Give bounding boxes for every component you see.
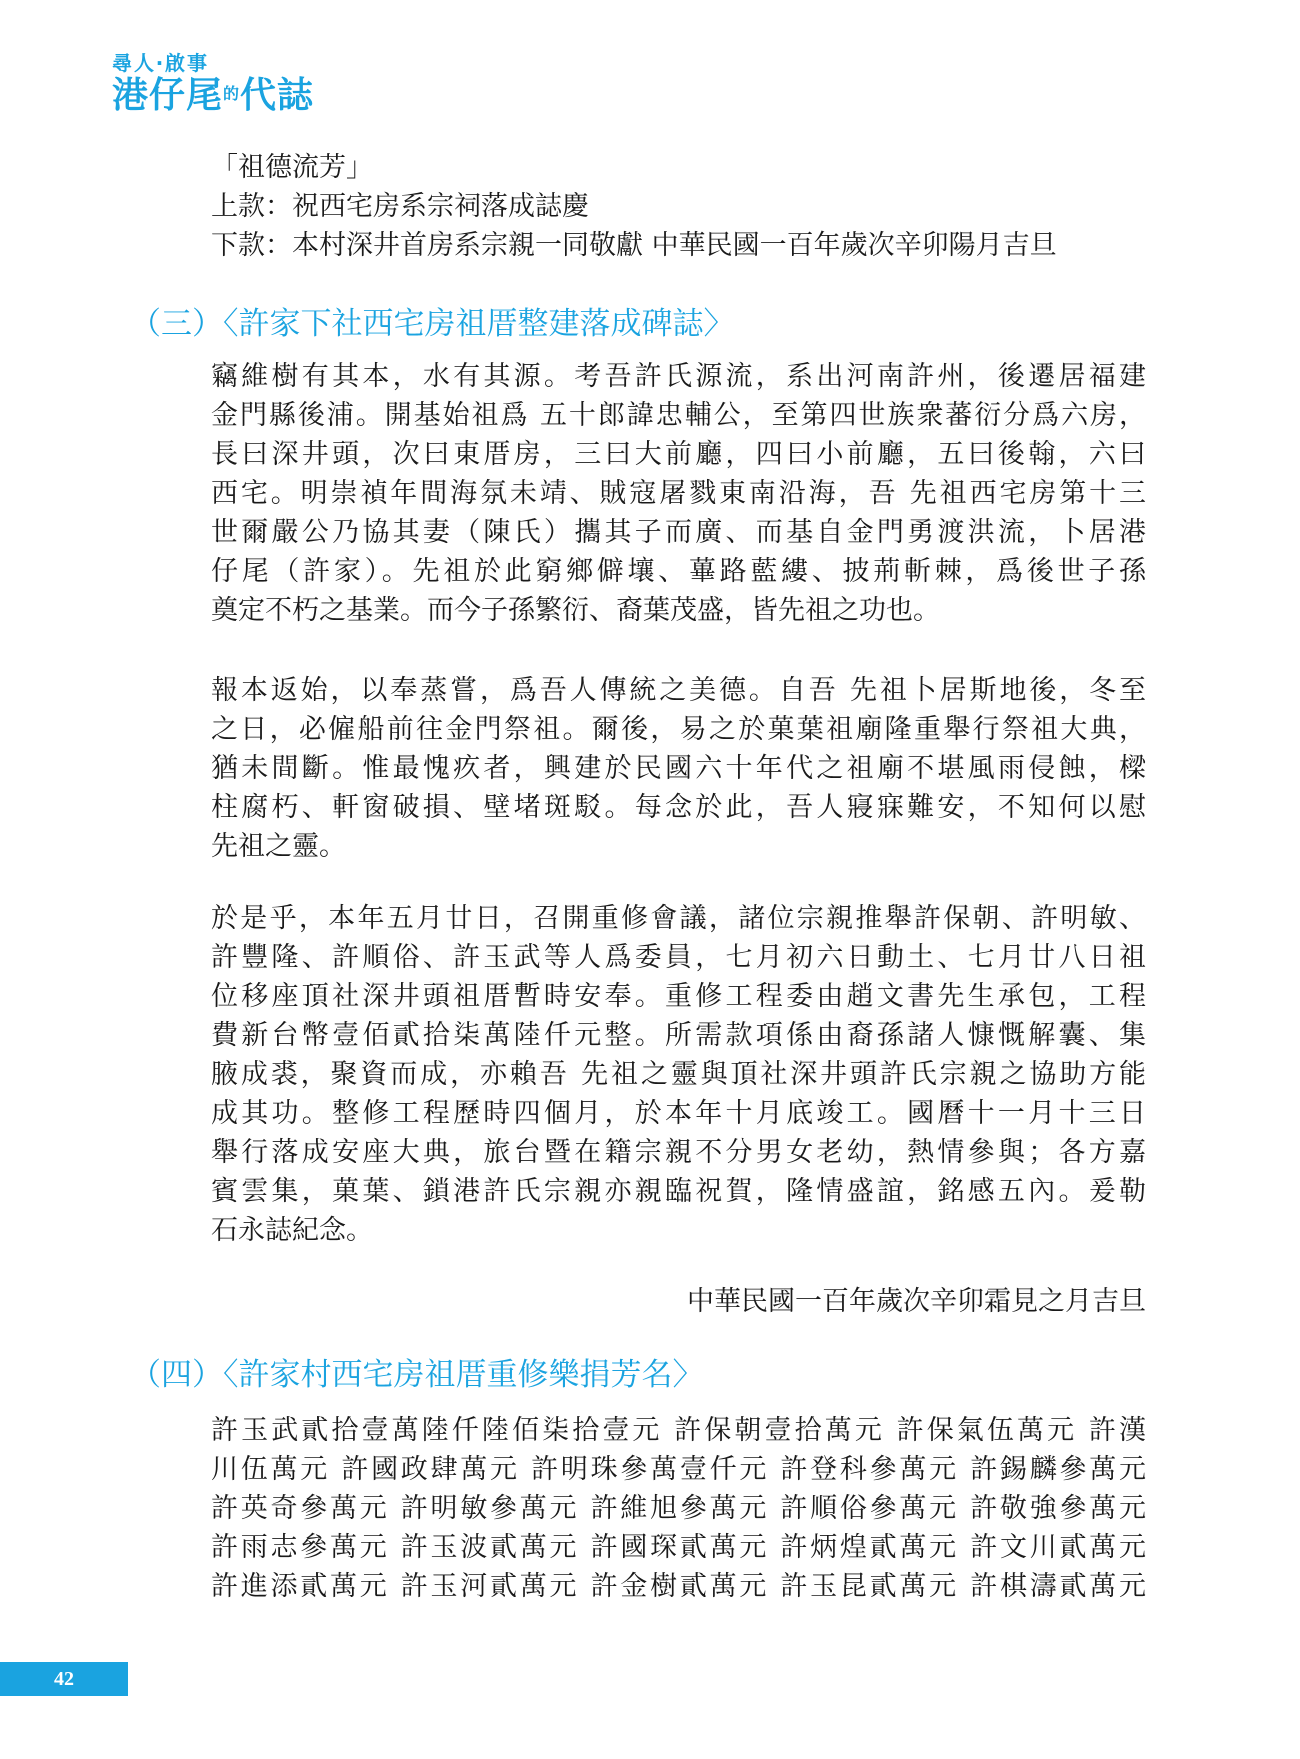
text-line: 奠定不朽之基業。而今子孫繁衍、裔葉茂盛，皆先祖之功也。 (211, 595, 940, 626)
text-line: 報本返始，以奉蒸嘗，爲吾人傳統之美德。自吾 先祖卜居斯地後，冬至 (211, 675, 1146, 706)
text-line: 賓雲集，菓葉、鎖港許氏宗親亦親臨祝賀，隆情盛誼，銘感五內。爰勒 (211, 1176, 1146, 1207)
text-line: 於是乎，本年五月廿日，召開重修會議，諸位宗親推舉許保朝、許明敏、 (211, 903, 1146, 934)
text-line: 上款：祝西宅房系宗祠落成誌慶 (211, 191, 589, 222)
donor-line: 川伍萬元 許國政肆萬元 許明珠參萬壹仟元 許登科參萬元 許錫麟參萬元 (211, 1454, 1146, 1485)
text-line: 仔尾（許家）。先祖於此窮鄉僻壤、蓽路藍縷、披荊斬棘，爲後世子孫 (211, 556, 1146, 587)
text-line: 世爾嚴公乃協其妻（陳氏）攜其子而廣、而基自金門勇渡洪流，卜居港 (211, 517, 1146, 548)
section-3-paragraph-3 (211, 899, 1146, 1250)
section-3-paragraph-1 (211, 357, 1146, 630)
inscription-date (211, 1282, 1146, 1321)
text-line: 腋成裘，聚資而成，亦賴吾 先祖之靈與頂社深井頭許氏宗親之協助方能 (211, 1059, 1146, 1090)
text-line: 柱腐朽、軒窗破損、壁堵斑駁。每念於此，吾人寢寐難安，不知何以慰 (211, 792, 1146, 823)
text-line: 之日，必僱船前往金門祭祖。爾後，易之於菓葉祖廟隆重舉行祭祖大典， (211, 714, 1146, 745)
text-line: 長曰深井頭，次曰東厝房，三曰大前廳，四曰小前廳，五曰後翰，六曰 (211, 439, 1146, 470)
donor-line: 許雨志參萬元 許玉波貳萬元 許國琛貳萬元 許炳煌貳萬元 許文川貳萬元 (211, 1532, 1146, 1563)
logo-title-right: 代誌 (240, 75, 315, 116)
text-line: 成其功。整修工程歷時四個月，於本年十月底竣工。國曆十一月十三日 (211, 1098, 1146, 1129)
donor-line: 許英奇參萬元 許明敏參萬元 許維旭參萬元 許順俗參萬元 許敬強參萬元 (211, 1493, 1146, 1524)
text-line: 猶未間斷。惟最愧疚者，興建於民國六十年代之祖廟不堪風雨侵蝕，樑 (211, 753, 1146, 784)
donor-line: 許玉武貳拾壹萬陸仟陸佰柒拾壹元 許保朝壹拾萬元 許保氣伍萬元 許漢 (211, 1415, 1146, 1446)
text-line: 舉行落成安座大典，旅台暨在籍宗親不分男女老幼，熱情參與；各方嘉 (211, 1137, 1146, 1168)
plaque-inscription (211, 148, 1146, 265)
text-line: 「祖德流芳」 (211, 152, 373, 183)
text-line: 費新台幣壹佰貳拾柒萬陸仟元整。所需款項係由裔孫諸人慷慨解囊、集 (211, 1020, 1146, 1051)
logo-subtitle: 尋人‧啟事 (112, 51, 209, 75)
text-line: 西宅。明崇禎年間海氛未靖、賊寇屠戮東南沿海，吾 先祖西宅房第十三 (211, 478, 1146, 509)
text-line: 金門縣後浦。開基始祖爲 五十郎諱忠輔公，至第四世族衆蕃衍分爲六房， (211, 400, 1146, 431)
section-4-heading: （四）〈許家村西宅房祖厝重修樂捐芳名〉 (130, 1357, 704, 1393)
section-3-heading: （三）〈許家下社西宅房祖厝整建落成碑誌〉 (130, 306, 735, 342)
text-line: 先祖之靈。 (211, 831, 346, 862)
donor-list (211, 1411, 1146, 1606)
date-text: 中華民國一百年歲次辛卯霜見之月吉旦 (687, 1286, 1146, 1317)
text-line: 下款：本村深井首房系宗親一同敬獻 中華民國一百年歲次辛卯陽月吉旦 (211, 230, 1057, 261)
text-line: 許豐隆、許順俗、許玉武等人爲委員，七月初六日動土、七月廿八日祖 (211, 942, 1146, 973)
donor-line: 許進添貳萬元 許玉河貳萬元 許金樹貳萬元 許玉昆貳萬元 許棋濤貳萬元 (211, 1571, 1146, 1602)
publication-logo (112, 52, 314, 116)
text-line: 石永誌紀念。 (211, 1215, 373, 1246)
section-3-paragraph-2 (211, 671, 1146, 866)
logo-title (112, 74, 314, 116)
logo-title-small: 的 (223, 84, 241, 103)
text-line: 竊維樹有其本，水有其源。考吾許氏源流，系出河南許州，後遷居福建 (211, 361, 1146, 392)
page-number: 42 (0, 1662, 128, 1696)
logo-title-left: 港仔尾 (112, 75, 224, 116)
text-line: 位移座頂社深井頭祖厝暫時安奉。重修工程委由趙文書先生承包，工程 (211, 981, 1146, 1012)
